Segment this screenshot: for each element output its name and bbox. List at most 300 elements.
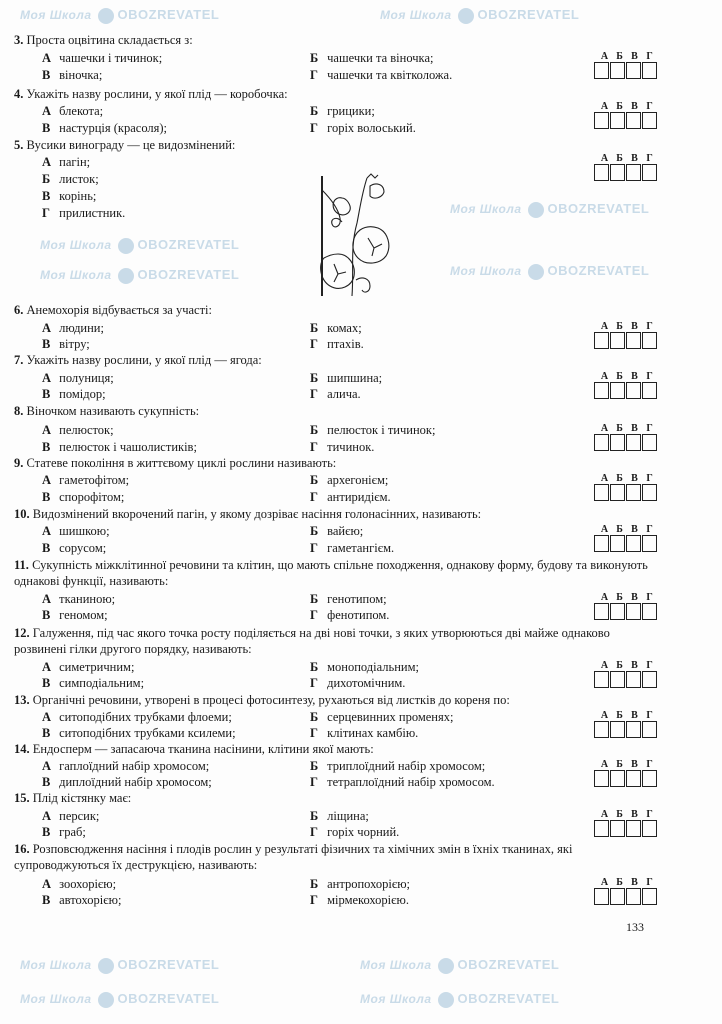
option-letter: А xyxy=(42,371,52,385)
question-number: 11. xyxy=(14,558,29,572)
answer-grid-letter: Б xyxy=(616,101,623,112)
answer-option xyxy=(42,774,212,790)
option-text: граб; xyxy=(59,825,86,839)
option-letter: В xyxy=(42,337,51,351)
watermark-brand: OBOZREVATEL xyxy=(137,237,240,252)
option-text: горіх чорний. xyxy=(327,825,400,839)
answer-grid-letter: А xyxy=(600,710,609,721)
option-text: гаметофітом; xyxy=(59,473,130,487)
answer-checkbox[interactable] xyxy=(626,332,641,349)
answer-grid-letter: Г xyxy=(646,153,653,164)
answer-grid-letter: В xyxy=(631,759,638,770)
watermark-logo-icon xyxy=(118,268,134,284)
question-prompt: Розповсюдження насіння і плодів рослин у результаті фізичних та хімічних змін в їхніх тканинах, які супроводжуються їх деструкцією, називають: xyxy=(14,842,573,872)
answer-option xyxy=(42,725,236,741)
answer-checkbox[interactable] xyxy=(610,721,625,738)
option-text: пелюсток; xyxy=(59,423,114,437)
answer-grid-letter: Г xyxy=(646,759,653,770)
answer-grid-letter: В xyxy=(631,321,638,332)
answer-option xyxy=(310,103,375,119)
answer-grid-letter: А xyxy=(600,809,609,820)
answer-option xyxy=(42,472,129,488)
option-letter: А xyxy=(42,524,52,538)
answer-grid xyxy=(594,154,658,181)
option-letter: Г xyxy=(310,68,318,82)
answer-grid-letter: А xyxy=(600,101,609,112)
answer-option xyxy=(310,489,391,505)
watermark xyxy=(40,236,239,254)
option-letter: В xyxy=(42,608,51,622)
answer-checkbox[interactable] xyxy=(642,434,657,451)
grapevine-illustration xyxy=(312,168,427,298)
option-letter: В xyxy=(42,387,51,401)
option-letter: В xyxy=(42,726,51,740)
option-text: пагін; xyxy=(59,155,91,169)
option-letter: Б xyxy=(310,759,319,773)
answer-checkbox[interactable] xyxy=(594,484,609,501)
answer-option xyxy=(310,439,374,455)
answer-grid-letter: В xyxy=(631,710,638,721)
question-prompt: Анемохорія відбувається за участі: xyxy=(26,303,212,317)
answer-checkbox[interactable] xyxy=(594,820,609,837)
watermark-brand: OBOZREVATEL xyxy=(117,957,220,972)
answer-checkbox[interactable] xyxy=(626,382,641,399)
answer-grid xyxy=(594,525,658,552)
answer-checkbox[interactable] xyxy=(610,382,625,399)
answer-option xyxy=(42,171,99,187)
option-letter: В xyxy=(42,68,51,82)
watermark-logo-icon xyxy=(98,958,114,974)
answer-option xyxy=(310,50,433,66)
option-text: персик; xyxy=(59,809,100,823)
option-letter: Г xyxy=(310,541,318,555)
answer-option xyxy=(42,675,144,691)
option-text: ліщина; xyxy=(327,809,369,823)
answer-option xyxy=(310,892,409,908)
question-text xyxy=(14,557,654,589)
answer-grid-letter: А xyxy=(600,524,609,535)
option-text: фенотипом. xyxy=(327,608,390,622)
watermark-logo-icon xyxy=(118,238,134,254)
answer-grid-letter: Г xyxy=(646,321,653,332)
option-text: диплоїдний набір хромосом; xyxy=(59,775,212,789)
answer-option xyxy=(42,489,124,505)
answer-option xyxy=(310,540,394,556)
answer-checkbox[interactable] xyxy=(626,535,641,552)
option-text: геномом; xyxy=(59,608,108,622)
answer-option xyxy=(42,439,197,455)
answer-grid-letter: Б xyxy=(616,592,623,603)
option-text: гаметангієм. xyxy=(327,541,395,555)
question-number: 12. xyxy=(14,626,30,640)
option-letter: В xyxy=(42,825,51,839)
option-letter: В xyxy=(42,676,51,690)
answer-grid-letter: Г xyxy=(646,877,653,888)
answer-option xyxy=(310,758,485,774)
answer-checkbox[interactable] xyxy=(642,770,657,787)
answer-grid-letter: Г xyxy=(646,101,653,112)
answer-checkbox[interactable] xyxy=(626,820,641,837)
answer-grid-letter: Б xyxy=(616,759,623,770)
option-text: шишкою; xyxy=(59,524,110,538)
question-number: 7. xyxy=(14,353,24,367)
watermark xyxy=(20,956,219,974)
option-letter: А xyxy=(42,877,52,891)
answer-option xyxy=(310,120,416,136)
answer-grid-letter: Б xyxy=(616,524,623,535)
option-text: симподіальним; xyxy=(59,676,145,690)
watermark-logo-icon xyxy=(98,8,114,24)
answer-option xyxy=(42,370,114,386)
option-letter: Б xyxy=(310,423,319,437)
answer-checkbox[interactable] xyxy=(610,332,625,349)
question-prompt: Укажіть назву рослини, у якої плід — ягода: xyxy=(26,353,262,367)
answer-option xyxy=(310,709,453,725)
answer-checkbox[interactable] xyxy=(594,164,609,181)
answer-checkbox[interactable] xyxy=(626,888,641,905)
question-number: 9. xyxy=(14,456,24,470)
answer-checkbox[interactable] xyxy=(594,112,609,129)
answer-checkbox[interactable] xyxy=(610,434,625,451)
option-letter: А xyxy=(42,660,52,674)
answer-grid-letter: В xyxy=(631,371,638,382)
watermark xyxy=(20,6,219,24)
answer-option xyxy=(42,103,103,119)
answer-grid-letter: В xyxy=(631,473,638,484)
watermark xyxy=(360,956,559,974)
question-prompt: Статеве покоління в життєвому циклі рослини називають: xyxy=(26,456,337,470)
option-letter: А xyxy=(42,710,52,724)
answer-grid-letter: А xyxy=(600,660,609,671)
answer-option xyxy=(310,824,399,840)
answer-grid-letter: Б xyxy=(616,710,623,721)
option-text: блекота; xyxy=(59,104,104,118)
question-number: 4. xyxy=(14,87,24,101)
option-letter: А xyxy=(42,592,52,606)
option-text: генотипом; xyxy=(327,592,387,606)
answer-option xyxy=(42,50,162,66)
question-number: 14. xyxy=(14,742,30,756)
option-text: гаплоїдний набір хромосом; xyxy=(59,759,210,773)
watermark-school: Моя Школа xyxy=(360,992,432,1006)
question-prompt: Ендосперм — запасаюча тканина насінини, клітини якої мають: xyxy=(32,742,374,756)
answer-checkbox[interactable] xyxy=(626,484,641,501)
answer-grid-letter: В xyxy=(631,524,638,535)
option-text: клітинах камбію. xyxy=(327,726,419,740)
answer-option xyxy=(42,808,99,824)
question-number: 10. xyxy=(14,507,30,521)
answer-option xyxy=(310,808,369,824)
option-text: прилистник. xyxy=(59,206,126,220)
option-text: віночка; xyxy=(59,68,103,82)
answer-checkbox[interactable] xyxy=(626,164,641,181)
option-letter: Г xyxy=(310,121,318,135)
option-text: моноподіальним; xyxy=(327,660,419,674)
answer-grid-letter: Г xyxy=(646,710,653,721)
answer-grid xyxy=(594,322,658,349)
option-letter: А xyxy=(42,473,52,487)
option-letter: Г xyxy=(42,206,50,220)
answer-checkbox[interactable] xyxy=(626,434,641,451)
answer-option xyxy=(310,876,410,892)
answer-grid-letter: А xyxy=(600,592,609,603)
watermark-brand: OBOZREVATEL xyxy=(547,263,650,278)
option-letter: В xyxy=(42,440,51,454)
option-text: тетраплоїдний набір хромосом. xyxy=(327,775,495,789)
answer-grid xyxy=(594,372,658,399)
watermark-brand: OBOZREVATEL xyxy=(457,991,560,1006)
answer-option xyxy=(310,591,387,607)
option-text: спорофітом; xyxy=(59,490,125,504)
answer-checkbox[interactable] xyxy=(594,603,609,620)
answer-checkbox[interactable] xyxy=(594,770,609,787)
answer-grid-letter: Г xyxy=(646,371,653,382)
answer-checkbox[interactable] xyxy=(610,484,625,501)
question-prompt: Віночком називають сукупність: xyxy=(26,404,200,418)
watermark-brand: OBOZREVATEL xyxy=(117,7,220,22)
answer-grid-letter: Б xyxy=(616,153,623,164)
option-letter: Б xyxy=(310,51,319,65)
answer-checkbox[interactable] xyxy=(610,770,625,787)
answer-grid-letter: Б xyxy=(616,51,623,62)
answer-checkbox[interactable] xyxy=(610,603,625,620)
option-text: антиридієм. xyxy=(327,490,391,504)
question-text xyxy=(14,506,654,522)
option-letter: Г xyxy=(310,608,318,622)
answer-grid-letter: В xyxy=(631,51,638,62)
answer-grid xyxy=(594,711,658,738)
answer-option xyxy=(42,607,108,623)
option-text: пелюсток і тичинок; xyxy=(327,423,436,437)
answer-grid-letter: В xyxy=(631,153,638,164)
answer-checkbox[interactable] xyxy=(642,888,657,905)
answer-grid-letter: А xyxy=(600,423,609,434)
option-text: ситоподібних трубками флоеми; xyxy=(59,710,232,724)
answer-checkbox[interactable] xyxy=(642,112,657,129)
option-text: настурція (красоля); xyxy=(59,121,168,135)
answer-checkbox[interactable] xyxy=(642,382,657,399)
question-prompt: Органічні речовини, утворені в процесі фотосинтезу, рухаються від листків до кореня по: xyxy=(32,693,510,707)
answer-checkbox[interactable] xyxy=(642,603,657,620)
question-text xyxy=(14,403,654,419)
answer-option xyxy=(42,758,209,774)
watermark-school: Моя Школа xyxy=(360,958,432,972)
answer-option xyxy=(310,336,364,352)
option-text: зоохорією; xyxy=(59,877,117,891)
question-prompt: Проста оцвітина складається з: xyxy=(26,33,193,47)
answer-checkbox[interactable] xyxy=(594,535,609,552)
watermark-school: Моя Школа xyxy=(20,8,92,22)
answer-checkbox[interactable] xyxy=(642,332,657,349)
option-letter: А xyxy=(42,321,52,335)
answer-option xyxy=(310,370,382,386)
answer-option xyxy=(42,659,134,675)
option-letter: Б xyxy=(310,524,319,538)
answer-checkbox[interactable] xyxy=(610,62,625,79)
answer-checkbox[interactable] xyxy=(642,721,657,738)
answer-checkbox[interactable] xyxy=(642,484,657,501)
option-text: тичинок. xyxy=(327,440,375,454)
option-letter: Г xyxy=(310,337,318,351)
answer-option xyxy=(310,659,419,675)
answer-checkbox[interactable] xyxy=(626,62,641,79)
answer-option xyxy=(310,523,363,539)
answer-grid-letter: Г xyxy=(646,473,653,484)
answer-checkbox[interactable] xyxy=(594,721,609,738)
question-text xyxy=(14,455,654,471)
option-text: алича. xyxy=(327,387,361,401)
answer-checkbox[interactable] xyxy=(626,112,641,129)
answer-option xyxy=(42,892,121,908)
answer-option xyxy=(310,67,452,83)
option-letter: А xyxy=(42,759,52,773)
option-text: сорусом; xyxy=(59,541,107,555)
answer-grid-letter: А xyxy=(600,51,609,62)
question-text xyxy=(14,302,654,318)
option-letter: Г xyxy=(310,440,318,454)
answer-checkbox[interactable] xyxy=(626,671,641,688)
answer-checkbox[interactable] xyxy=(642,535,657,552)
answer-checkbox[interactable] xyxy=(626,770,641,787)
answer-grid-letter: Г xyxy=(646,51,653,62)
option-letter: В xyxy=(42,189,51,203)
option-text: серцевинних променях; xyxy=(327,710,454,724)
question-number: 3. xyxy=(14,33,24,47)
answer-option xyxy=(42,876,116,892)
option-letter: В xyxy=(42,490,51,504)
watermark-brand: OBOZREVATEL xyxy=(547,201,650,216)
answer-checkbox[interactable] xyxy=(610,535,625,552)
answer-checkbox[interactable] xyxy=(594,382,609,399)
answer-option xyxy=(42,540,106,556)
answer-checkbox[interactable] xyxy=(610,820,625,837)
answer-grid xyxy=(594,474,658,501)
answer-grid-letter: А xyxy=(600,473,609,484)
answer-grid-letter: Б xyxy=(616,371,623,382)
option-letter: А xyxy=(42,51,52,65)
watermark-brand: OBOZREVATEL xyxy=(137,267,240,282)
answer-checkbox[interactable] xyxy=(594,62,609,79)
watermark xyxy=(360,990,559,1008)
answer-grid xyxy=(594,760,658,787)
option-text: дихотомічним. xyxy=(327,676,406,690)
answer-grid-letter: Б xyxy=(616,877,623,888)
answer-checkbox[interactable] xyxy=(642,820,657,837)
option-letter: В xyxy=(42,775,51,789)
answer-grid-letter: Г xyxy=(646,592,653,603)
answer-option xyxy=(42,154,90,170)
page-number: 133 xyxy=(626,920,644,934)
answer-grid xyxy=(594,52,658,79)
option-letter: Б xyxy=(42,172,51,186)
option-text: автохорією; xyxy=(59,893,122,907)
option-text: вітру; xyxy=(59,337,90,351)
option-text: горіх волоський. xyxy=(327,121,416,135)
answer-checkbox[interactable] xyxy=(626,721,641,738)
answer-grid-letter: Б xyxy=(616,321,623,332)
answer-checkbox[interactable] xyxy=(642,164,657,181)
option-text: шипшина; xyxy=(327,371,383,385)
option-text: триплоїдний набір хромосом; xyxy=(327,759,486,773)
option-text: архегонієм; xyxy=(327,473,389,487)
watermark-brand: OBOZREVATEL xyxy=(117,991,220,1006)
watermark-school: Моя Школа xyxy=(40,238,112,252)
option-letter: А xyxy=(42,155,52,169)
watermark-school: Моя Школа xyxy=(20,992,92,1006)
answer-option xyxy=(310,607,389,623)
answer-grid-letter: Г xyxy=(646,809,653,820)
watermark-logo-icon xyxy=(438,958,454,974)
answer-grid xyxy=(594,878,658,905)
watermark-logo-icon xyxy=(528,202,544,218)
watermark xyxy=(20,990,219,1008)
option-text: грицики; xyxy=(327,104,375,118)
answer-checkbox[interactable] xyxy=(610,671,625,688)
option-letter: Г xyxy=(310,893,318,907)
option-text: симетричним; xyxy=(59,660,135,674)
option-letter: Г xyxy=(310,825,318,839)
option-letter: Г xyxy=(310,490,318,504)
answer-checkbox[interactable] xyxy=(594,671,609,688)
answer-checkbox[interactable] xyxy=(626,603,641,620)
answer-grid-letter: В xyxy=(631,423,638,434)
answer-option xyxy=(42,523,110,539)
answer-grid-letter: В xyxy=(631,101,638,112)
question-text xyxy=(14,790,654,806)
answer-grid-letter: Б xyxy=(616,660,623,671)
question-prompt: Укажіть назву рослини, у якої плід — коробочка: xyxy=(26,87,288,101)
answer-option xyxy=(310,774,495,790)
watermark xyxy=(380,6,579,24)
option-letter: В xyxy=(42,541,51,555)
answer-checkbox[interactable] xyxy=(610,112,625,129)
question-text xyxy=(14,741,654,757)
question-text xyxy=(14,841,654,873)
option-letter: Б xyxy=(310,473,319,487)
option-text: антропохорією; xyxy=(327,877,411,891)
option-text: вайєю; xyxy=(327,524,364,538)
question-number: 8. xyxy=(14,404,24,418)
answer-grid-letter: Г xyxy=(646,660,653,671)
option-text: птахів. xyxy=(327,337,364,351)
answer-checkbox[interactable] xyxy=(610,888,625,905)
answer-grid-letter: А xyxy=(600,759,609,770)
watermark-school: Моя Школа xyxy=(450,264,522,278)
watermark-school: Моя Школа xyxy=(450,202,522,216)
answer-checkbox[interactable] xyxy=(642,62,657,79)
question-text xyxy=(14,692,654,708)
answer-checkbox[interactable] xyxy=(642,671,657,688)
answer-checkbox[interactable] xyxy=(594,434,609,451)
answer-option xyxy=(42,422,114,438)
answer-checkbox[interactable] xyxy=(594,332,609,349)
option-letter: А xyxy=(42,809,52,823)
watermark-logo-icon xyxy=(458,8,474,24)
answer-checkbox[interactable] xyxy=(610,164,625,181)
answer-grid-letter: Б xyxy=(616,423,623,434)
option-text: чашечки та віночка; xyxy=(327,51,434,65)
answer-option xyxy=(42,205,125,221)
answer-option xyxy=(310,675,405,691)
answer-option xyxy=(42,67,102,83)
option-letter: Г xyxy=(310,387,318,401)
answer-checkbox[interactable] xyxy=(594,888,609,905)
answer-grid-letter: Г xyxy=(646,423,653,434)
watermark-school: Моя Школа xyxy=(20,958,92,972)
answer-option xyxy=(42,709,232,725)
question-number: 15. xyxy=(14,791,30,805)
answer-option xyxy=(310,386,361,402)
